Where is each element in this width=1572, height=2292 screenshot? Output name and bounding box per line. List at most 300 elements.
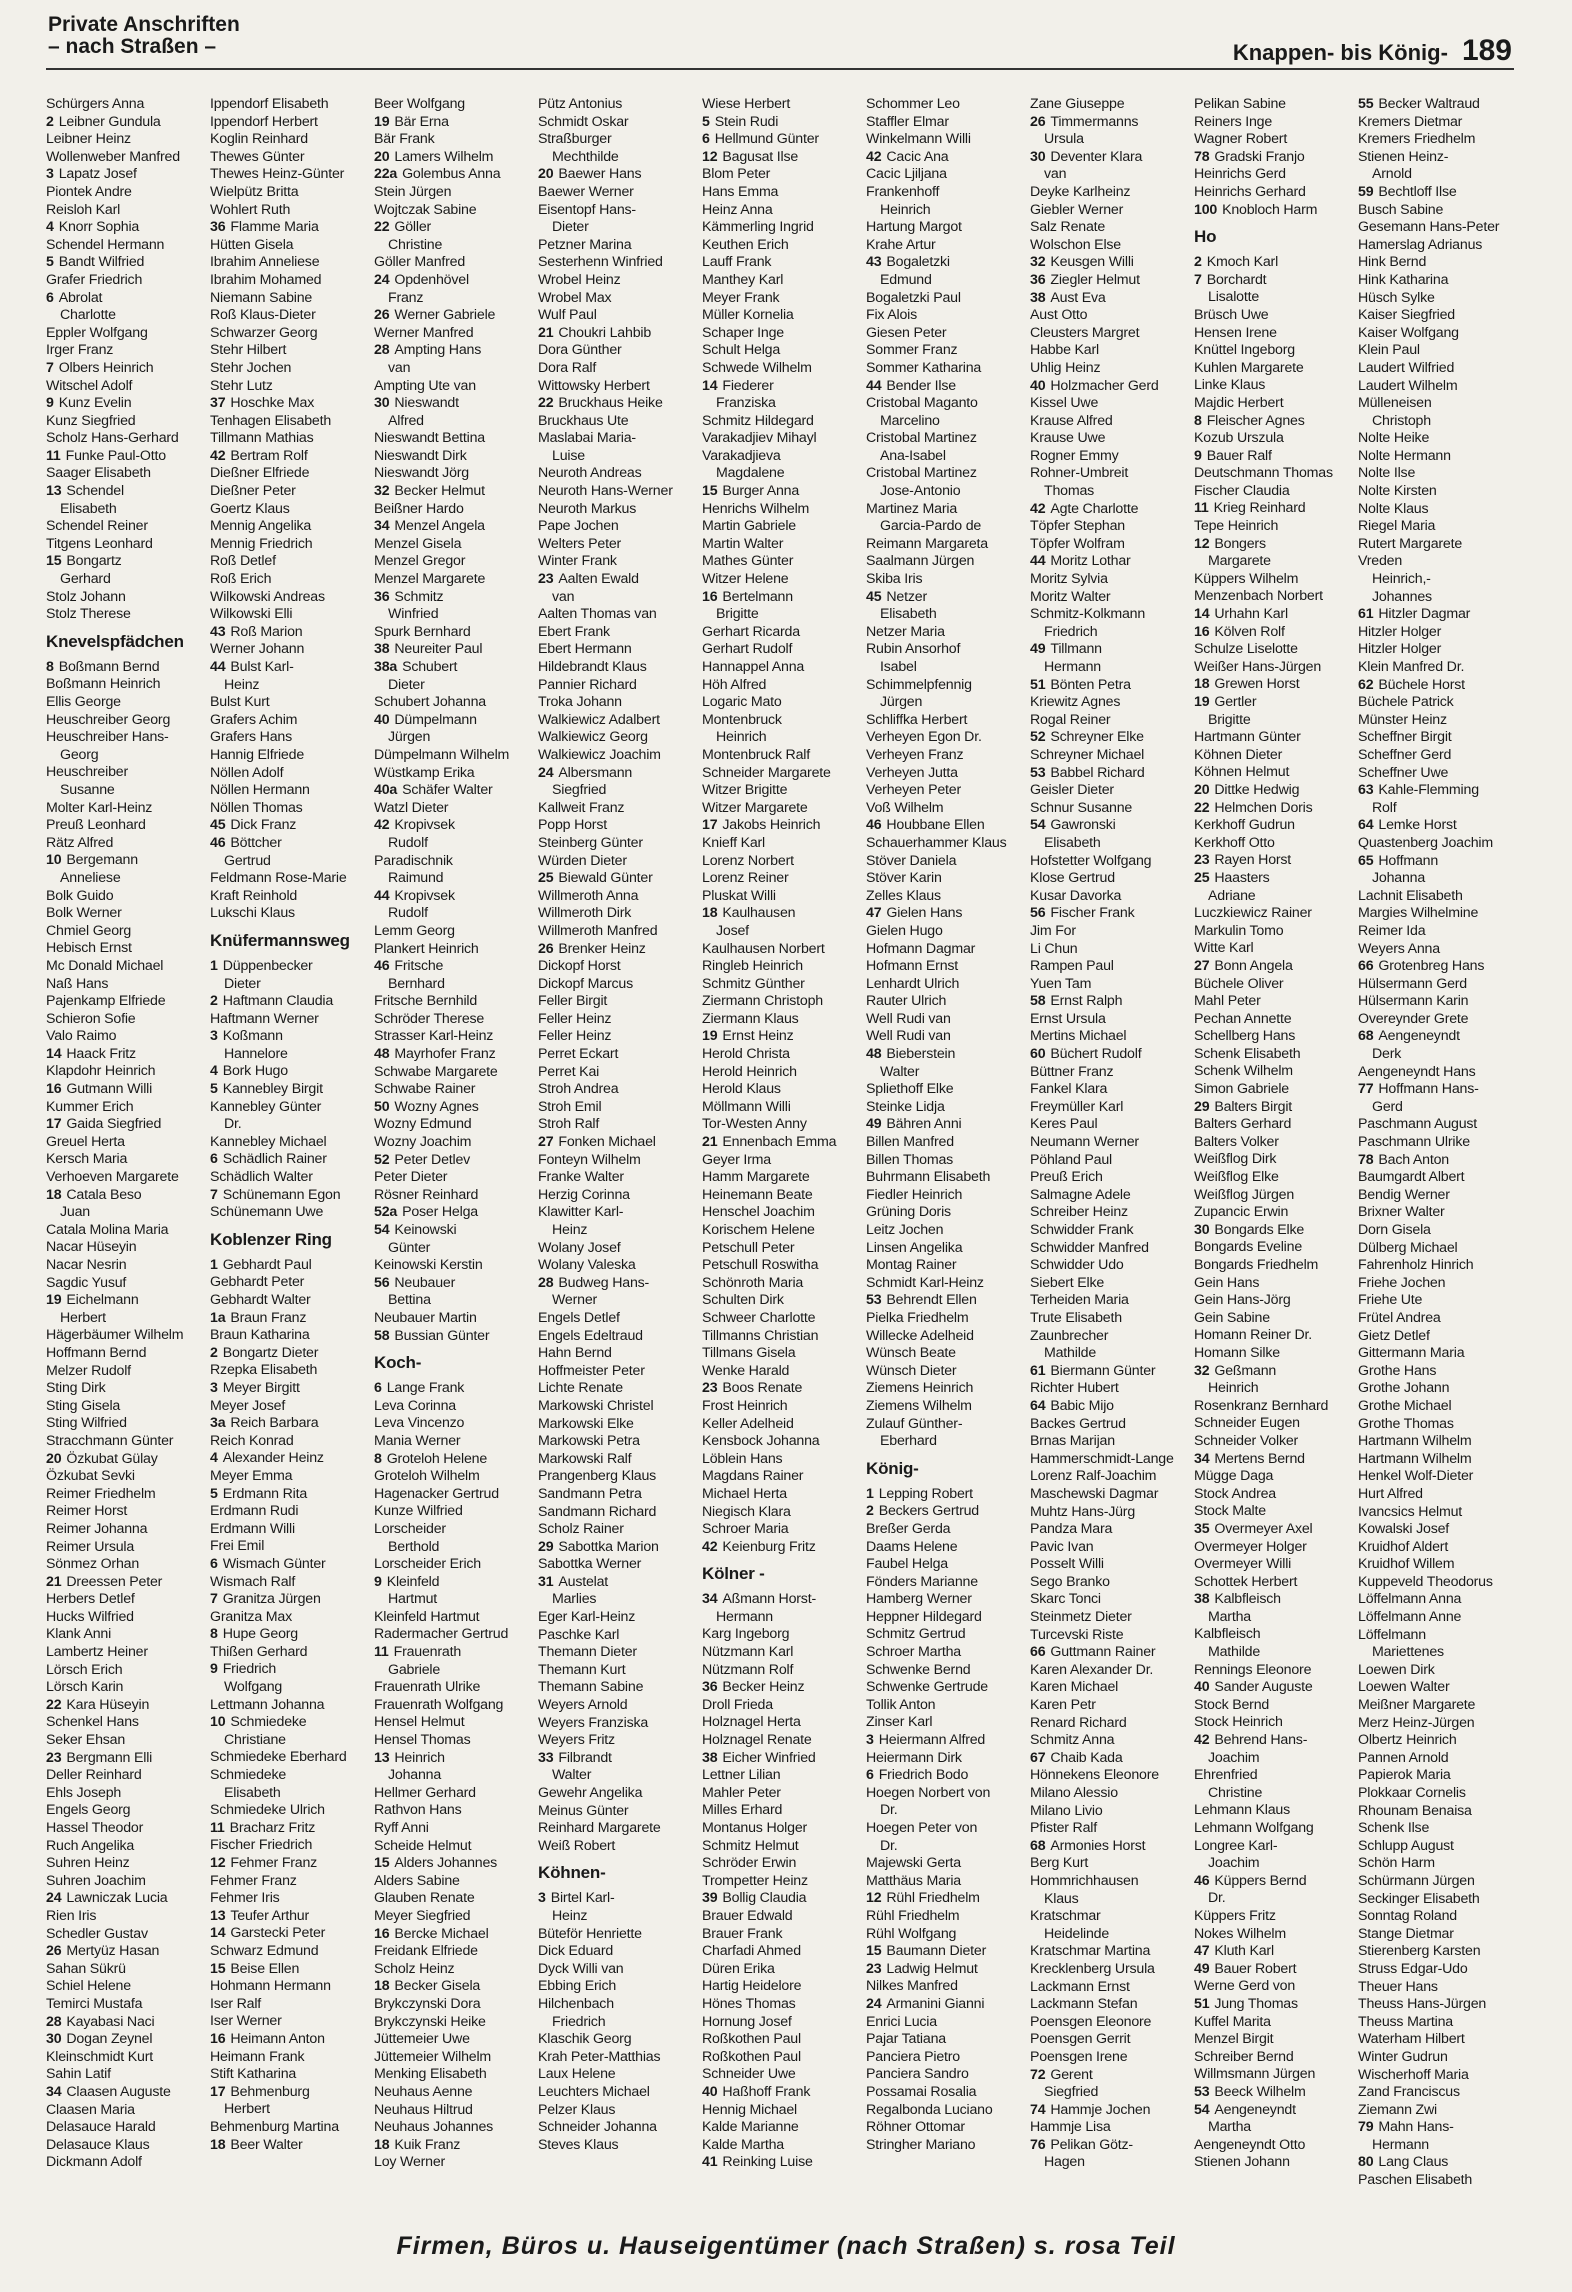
resident-entry: Theuss Martina (1358, 2013, 1453, 2030)
house-number: 49 (1194, 1960, 1210, 1977)
resident-name: Bauer Ralf (1206, 447, 1272, 464)
resident-entry (702, 905, 862, 923)
entry-continuation: Arnold (1372, 166, 1412, 183)
house-number: 38 (374, 641, 390, 658)
resident-entry (1194, 2102, 1354, 2120)
entry-continuation: Heinz (552, 1222, 588, 1238)
resident-entry: Irger Franz (46, 342, 114, 359)
resident-entry: Schimmelpfennig (866, 676, 972, 693)
resident-entry: Roßkothen Paul (702, 2048, 801, 2065)
entry-continuation: Mathilde (1208, 1644, 1261, 1661)
resident-entry (1194, 272, 1354, 290)
resident-entry: Lehmann Klaus (1194, 1802, 1290, 1819)
resident-entry: Gietz Detlef (1358, 1327, 1430, 1344)
resident-name: Schubert (402, 659, 458, 675)
house-number: 12 (1194, 535, 1210, 552)
resident-entry: Pavic Ivan (1030, 1538, 1094, 1555)
resident-entry: Kaiser Siegfried (1358, 307, 1455, 324)
resident-entry: Trute Elisabeth (1030, 1309, 1122, 1326)
resident-entry: Ehls Joseph (46, 1784, 122, 1801)
house-number: 30 (1194, 1221, 1210, 1238)
resident-entry (702, 1750, 862, 1768)
house-number: 32 (1030, 254, 1046, 271)
entry-continuation: van (552, 588, 575, 605)
house-number: 5 (46, 254, 54, 271)
entry-continuation: Brigitte (1208, 711, 1251, 728)
resident-entry: Wolany Valeska (538, 1257, 636, 1274)
resident-entry (1194, 624, 1354, 642)
resident-entry: Pielka Friedhelm (866, 1309, 969, 1326)
resident-entry (1030, 2102, 1190, 2120)
resident-entry (1030, 1644, 1190, 1662)
resident-entry (538, 325, 698, 343)
resident-entry (210, 1415, 370, 1433)
resident-entry: Koglin Reinhard (210, 131, 308, 148)
resident-name: Funke Paul-Otto (65, 447, 166, 464)
house-number: 30 (374, 395, 390, 412)
house-number: 32 (374, 483, 390, 500)
resident-entry: Hartmann Wilhelm (1358, 1450, 1472, 1467)
resident-entry: Gein Hans-Jörg (1194, 1292, 1291, 1309)
house-number: 16 (374, 1925, 390, 1942)
resident-name: Kannebley Birgit (222, 1081, 323, 1098)
resident-entry: Nolte Hermann (1358, 447, 1451, 464)
house-number: 20 (374, 148, 390, 165)
resident-name: Werner Gabriele (394, 307, 496, 324)
resident-entry: Skarc Tonci (1030, 1591, 1101, 1608)
resident-entry: Suhren Joachim (46, 1872, 146, 1889)
resident-name: Nieswandt (394, 395, 459, 412)
resident-entry: Frei Emil (210, 1538, 265, 1555)
house-number: 1a (210, 1309, 226, 1326)
resident-entry: Reinhard Margarete (538, 1820, 661, 1837)
resident-entry: Paschen Elisabeth (1358, 2172, 1473, 2189)
resident-entry: Kremers Dietmar (1358, 113, 1463, 130)
resident-entry: Krause Uwe (1030, 430, 1106, 447)
resident-entry: Aengeneyndt Otto (1194, 2136, 1306, 2153)
resident-entry: Feldmann Rose-Marie (210, 870, 347, 887)
resident-name: Gebhardt Paul (222, 1256, 312, 1273)
resident-entry: Mania Werner (374, 1432, 461, 1449)
resident-entry (1358, 817, 1518, 835)
resident-name: Birtel Karl- (550, 1890, 615, 1907)
resident-entry (1194, 149, 1354, 167)
resident-entry: Münster Heinz (1358, 711, 1447, 728)
resident-entry: Nacar Hüseyin (46, 1239, 137, 1256)
house-number: 47 (1194, 1943, 1210, 1960)
house-number: 15 (866, 1943, 882, 1960)
entry-continuation: Winfried (388, 606, 439, 623)
resident-entry: Neuroth Andreas (538, 465, 642, 482)
resident-entry: Stolz Johann (46, 588, 126, 605)
house-number: 14 (210, 1925, 226, 1942)
resident-entry (1030, 1046, 1190, 1064)
resident-entry: Hitzler Holger (1358, 623, 1442, 640)
resident-entry: Hebisch Ernst (46, 940, 132, 957)
resident-entry: Moritz Walter (1030, 588, 1111, 605)
resident-entry: Mathes Günter (702, 553, 794, 570)
resident-name: Kropivsek (394, 817, 455, 834)
street-heading: Knüfermannsweg (210, 930, 350, 950)
resident-entry: Keller Adelheid (702, 1415, 794, 1432)
house-number: 36 (1030, 271, 1046, 288)
resident-entry (210, 1714, 370, 1732)
resident-entry: Deller Reinhard (46, 1767, 142, 1784)
resident-name: Lawniczak Lucia (66, 1890, 168, 1907)
resident-name: Hammje Jochen (1050, 2101, 1151, 2118)
entry-continuation: Raimund (388, 870, 444, 887)
resident-name: Jakobs Heinrich (722, 817, 821, 834)
resident-entry: Neubauer Martin (374, 1309, 477, 1326)
resident-entry (374, 395, 534, 413)
entry-continuation: Juan (60, 1204, 90, 1221)
resident-entry: Billen Thomas (866, 1151, 954, 1168)
resident-entry (46, 1081, 206, 1099)
resident-entry: Scheffner Birgit (1358, 729, 1452, 746)
resident-name: Catala Beso (66, 1186, 142, 1203)
entry-continuation: Hermann (716, 1608, 773, 1625)
resident-entry: Gewehr Angelika (538, 1785, 643, 1801)
resident-entry: Li Chun (1030, 940, 1078, 957)
resident-entry: Markowski Petra (538, 1433, 640, 1450)
resident-entry: Dülberg Michael (1358, 1239, 1458, 1256)
resident-entry: Wittowsky Herbert (538, 377, 650, 394)
resident-entry: Stienen Johann (1194, 2154, 1290, 2171)
entry-continuation: Isabel (880, 659, 917, 675)
resident-entry: Pelzer Klaus (538, 2101, 616, 2118)
resident-entry: Cleusters Margret (1030, 324, 1140, 341)
house-number: 18 (46, 1186, 62, 1203)
resident-entry: Krecklenberg Ursula (1030, 1960, 1155, 1977)
resident-name: Heiermann Alfred (878, 1732, 986, 1749)
resident-entry: Ruch Angelika (46, 1837, 135, 1854)
entry-continuation: Joachim (1208, 1749, 1260, 1766)
resident-entry: Kannebley Günter (210, 1098, 322, 1115)
entry-continuation: Georg (60, 746, 99, 763)
house-number: 29 (538, 1538, 554, 1555)
resident-entry: Schwidder Manfred (1030, 1239, 1149, 1256)
resident-entry: Linsen Angelika (866, 1239, 963, 1256)
resident-entry: Holznagel Renate (702, 1732, 812, 1749)
resident-entry: Plankert Heinrich (374, 940, 479, 957)
resident-name: Fonken Michael (558, 1134, 656, 1151)
resident-entry: Schiel Helene (46, 1978, 131, 1995)
resident-entry: Jim For (1030, 922, 1076, 939)
resident-entry: Kaulhausen Norbert (702, 940, 825, 957)
resident-entry: Trompetter Heinz (702, 1872, 808, 1889)
street-heading: Koblenzer Ring (210, 1229, 332, 1249)
resident-entry: Werner Manfred (374, 324, 474, 341)
resident-entry: Magdans Rainer (702, 1468, 804, 1485)
resident-name: Böttcher (230, 834, 282, 851)
resident-entry (210, 395, 370, 413)
resident-entry: Walkiewicz Adalbert (538, 711, 660, 728)
resident-entry: Paschke Karl (538, 1626, 620, 1643)
entry-continuation: Dr. (880, 1837, 898, 1854)
resident-entry: Margies Wilhelmine (1358, 905, 1479, 922)
directory-column (538, 96, 698, 2216)
resident-entry (702, 1028, 862, 1046)
resident-entry: Delasauce Harald (46, 2119, 156, 2136)
resident-entry: Spliethoff Elke (866, 1081, 954, 1098)
resident-entry (46, 1750, 206, 1768)
resident-entry: Zand Franciscus (1358, 2084, 1460, 2101)
resident-entry: Lorscheider (374, 1520, 446, 1537)
resident-entry: Hartig Heidelore (702, 1978, 802, 1995)
resident-entry: Lambertz Heiner (46, 1644, 148, 1661)
resident-entry: Herold Christa (702, 1046, 790, 1063)
entry-continuation: Jürgen (388, 729, 431, 746)
house-number: 50 (374, 1098, 390, 1115)
resident-entry (702, 1890, 862, 1908)
resident-entry (1194, 1222, 1354, 1240)
resident-entry: Schmitz Hildegard (702, 412, 814, 429)
resident-entry: Meyer Josef (210, 1397, 286, 1414)
resident-entry: Schneider Eugen (1194, 1415, 1300, 1432)
resident-entry: Schieron Sofie (46, 1010, 136, 1027)
house-number: 22 (1194, 799, 1210, 816)
resident-entry: Reimer Ida (1358, 922, 1426, 939)
resident-entry: Pannen Arnold (1358, 1749, 1449, 1766)
resident-entry: Freidank Elfriede (374, 1943, 478, 1960)
resident-entry: Schreyner Michael (1030, 746, 1145, 763)
entry-continuation: Mathilde (1044, 1345, 1097, 1362)
resident-entry: Schenk Ilse (1358, 1820, 1430, 1837)
resident-name: Bönten Petra (1050, 676, 1131, 693)
resident-entry (1194, 1943, 1354, 1961)
resident-entry: Lörsch Erich (46, 1661, 123, 1678)
house-number: 9 (374, 1573, 382, 1590)
resident-entry (702, 483, 862, 501)
resident-entry (702, 1380, 862, 1398)
resident-entry: Prangenberg Klaus (538, 1468, 657, 1485)
page-footer: Firmen, Büros u. Hauseigentümer (nach Straßen) s. rosa Teil (396, 2232, 1176, 2260)
house-number: 2 (1194, 254, 1202, 271)
resident-entry (1194, 1521, 1354, 1539)
resident-entry (702, 114, 862, 132)
resident-entry (1194, 413, 1354, 431)
resident-entry (374, 114, 534, 132)
resident-entry: Netzer Maria (866, 623, 945, 640)
resident-entry: Heuschreiber Hans- (46, 729, 169, 746)
header-rule (46, 68, 1514, 70)
resident-entry: Heiermann Dirk (866, 1749, 962, 1766)
resident-name: Krieg Reinhard (1213, 500, 1306, 517)
resident-entry: Skiba Iris (866, 571, 923, 588)
resident-entry (210, 1028, 370, 1046)
house-number: 46 (374, 958, 390, 975)
resident-entry: Kruidhof Aldert (1358, 1538, 1449, 1555)
resident-entry: Göller Manfred (374, 254, 466, 271)
resident-entry: Gesemann Hans-Peter (1358, 219, 1500, 236)
house-number: 79 (1358, 2119, 1374, 2136)
resident-entry: Erdmann Rudi (210, 1503, 299, 1520)
resident-entry: Behmenburg Martina (210, 2118, 339, 2135)
resident-entry: Kusar Davorka (1030, 887, 1122, 904)
resident-name: Babbel Richard (1050, 764, 1145, 781)
resident-entry: Grothe Hans (1358, 1362, 1437, 1379)
house-number: 40 (1030, 377, 1046, 394)
resident-entry: Schneider Johanna (538, 2119, 657, 2136)
house-number: 8 (374, 1450, 382, 1467)
house-number: 21 (538, 324, 554, 341)
resident-entry: Salz Renate (1030, 219, 1106, 236)
resident-entry: Iser Ralf (210, 1995, 262, 2012)
resident-entry: Montenbruck (702, 711, 782, 728)
house-number: 3 (538, 1890, 546, 1907)
resident-name: Armonies Horst (1050, 1837, 1146, 1854)
resident-entry: Stehr Lutz (210, 377, 273, 394)
resident-entry: Brauer Edwald (702, 1907, 793, 1924)
entry-continuation: Heidelinde (1044, 1925, 1110, 1942)
resident-entry: Rennings Eleonore (1194, 1661, 1312, 1678)
resident-entry: Stroh Ralf (538, 1116, 600, 1133)
resident-entry (1194, 1961, 1354, 1979)
house-number: 42 (210, 447, 226, 464)
house-number: 3a (210, 1415, 226, 1432)
resident-entry (866, 1503, 1026, 1521)
resident-entry (1030, 2137, 1190, 2155)
resident-entry: Stehr Jochen (210, 359, 292, 376)
resident-name: Bechtloff Ilse (1378, 183, 1457, 200)
entry-continuation: Heinrich (716, 729, 767, 746)
resident-entry (1194, 782, 1354, 800)
resident-name: Lang Claus (1378, 2154, 1449, 2171)
entry-continuation: Martha (1208, 1608, 1251, 1625)
resident-entry: Schmiedeke (210, 1767, 287, 1784)
resident-name: Hoschke Max (230, 395, 315, 412)
resident-entry: Klawitter Karl- (538, 1204, 624, 1221)
resident-entry: Zupancic Erwin (1194, 1204, 1289, 1221)
resident-entry: Hagenacker Gertrud (374, 1485, 499, 1502)
resident-entry: Grothe Johann (1358, 1380, 1450, 1397)
resident-name: Garstecki Peter (230, 1925, 326, 1942)
resident-entry (866, 905, 1026, 923)
resident-entry (374, 641, 534, 659)
resident-entry: Hofstetter Wolfgang (1030, 852, 1152, 869)
entry-continuation: Wolfgang (224, 1679, 283, 1696)
house-number: 11 (374, 1644, 389, 1661)
resident-entry: Theuer Hans (1358, 1978, 1438, 1995)
house-number: 66 (1030, 1644, 1046, 1661)
resident-entry (702, 1679, 862, 1697)
resident-entry: Friehe Jochen (1358, 1274, 1446, 1291)
resident-entry: Schmidt Karl-Heinz (866, 1274, 984, 1291)
house-number: 19 (702, 1028, 718, 1045)
resident-entry (210, 1257, 370, 1275)
resident-entry: Schulze Liselotte (1194, 641, 1298, 658)
resident-entry: Knieff Karl (702, 834, 765, 851)
resident-entry (866, 1292, 1026, 1310)
resident-entry: Rösner Reinhard (374, 1186, 479, 1203)
resident-entry (46, 219, 206, 237)
resident-entry: Boßmann Heinrich (46, 676, 161, 693)
entry-continuation: Gerd (1372, 1098, 1403, 1115)
house-number: 40 (374, 711, 390, 728)
resident-entry (46, 1187, 206, 1205)
resident-entry: Rauter Ulrich (866, 993, 947, 1010)
resident-entry: Themann Sabine (538, 1679, 644, 1696)
resident-entry: Winter Gudrun (1358, 2048, 1448, 2065)
resident-entry: Aust Otto (1030, 307, 1088, 324)
resident-entry: Stehr Hilbert (210, 342, 287, 359)
entry-continuation: van (1044, 166, 1067, 183)
resident-entry: Schwenke Bernd (866, 1661, 971, 1678)
resident-entry: Majewski Gerta (866, 1855, 961, 1872)
resident-entry: Kalde Marianne (702, 2119, 799, 2136)
house-number: 31 (538, 1573, 554, 1590)
resident-entry: Frost Heinrich (702, 1397, 788, 1414)
resident-entry: Schedler Gustav (46, 1925, 148, 1942)
resident-entry: Weißflog Dirk (1194, 1151, 1277, 1168)
resident-entry: Karen Petr (1030, 1697, 1096, 1714)
resident-name: Peter Detlev (394, 1151, 471, 1168)
resident-entry (866, 149, 1026, 167)
resident-entry (538, 870, 698, 888)
resident-name: Hellmund Günter (714, 131, 819, 148)
resident-entry (210, 1626, 370, 1644)
resident-name: Dogan Zeynel (66, 2031, 153, 2048)
resident-entry: Waterham Hilbert (1358, 2031, 1465, 2048)
resident-name: Wozny Agnes (394, 1098, 479, 1115)
resident-entry: Willmeroth Dirk (538, 905, 632, 922)
resident-entry: Nützmann Karl (702, 1644, 794, 1661)
resident-entry: Schwede Wilhelm (702, 359, 812, 376)
house-number: 28 (46, 2013, 62, 2030)
resident-entry: Fonteyn Wilhelm (538, 1151, 641, 1168)
resident-entry: Weyers Fritz (538, 1732, 615, 1749)
resident-entry: Köhnen Dieter (1194, 746, 1283, 763)
resident-entry (374, 1204, 534, 1222)
house-number: 11 (210, 1819, 225, 1836)
house-number: 9 (46, 395, 54, 412)
resident-entry: Klein Manfred Dr. (1358, 659, 1465, 675)
resident-name: Kaulhausen (722, 905, 796, 922)
house-number: 36 (702, 1679, 718, 1696)
resident-entry (210, 1925, 370, 1943)
resident-name: Bähren Anni (886, 1116, 962, 1133)
entry-continuation: Gerhard (60, 571, 111, 588)
resident-entry: Menzel Margarete (374, 571, 486, 588)
resident-entry: Schommer Leo (866, 96, 960, 112)
resident-entry: Blom Peter (702, 166, 771, 183)
resident-entry: Dyck Willi van (538, 1960, 624, 1977)
resident-entry: Walkiewicz Georg (538, 729, 648, 746)
house-number: 36 (210, 219, 226, 236)
house-number: 61 (1358, 606, 1374, 623)
resident-entry: Gerhart Ricarda (702, 623, 800, 640)
resident-entry: Stock Andrea (1194, 1485, 1276, 1502)
resident-entry: Thewes Heinz-Günter (210, 166, 345, 183)
entry-continuation: Adriane (1208, 887, 1256, 904)
resident-entry: Spurk Bernhard (374, 623, 471, 640)
resident-name: Friedrich (222, 1661, 277, 1678)
resident-entry (538, 395, 698, 413)
house-number: 76 (1030, 2136, 1046, 2153)
resident-entry: Hellmer Gerhard (374, 1784, 476, 1801)
resident-entry (1030, 501, 1190, 519)
house-number: 39 (702, 1890, 718, 1907)
resident-name: Baewer Hans (558, 166, 642, 183)
resident-entry: Grothe Michael (1358, 1397, 1452, 1414)
resident-entry (374, 1275, 534, 1293)
resident-entry (866, 1116, 1026, 1134)
resident-name: Filbrandt (558, 1749, 612, 1766)
resident-entry: Grothe Thomas (1358, 1415, 1454, 1432)
resident-entry: Kaiser Wolfgang (1358, 324, 1459, 341)
resident-entry: Heinz Anna (702, 201, 773, 218)
resident-entry: Sting Dirk (46, 1380, 106, 1397)
